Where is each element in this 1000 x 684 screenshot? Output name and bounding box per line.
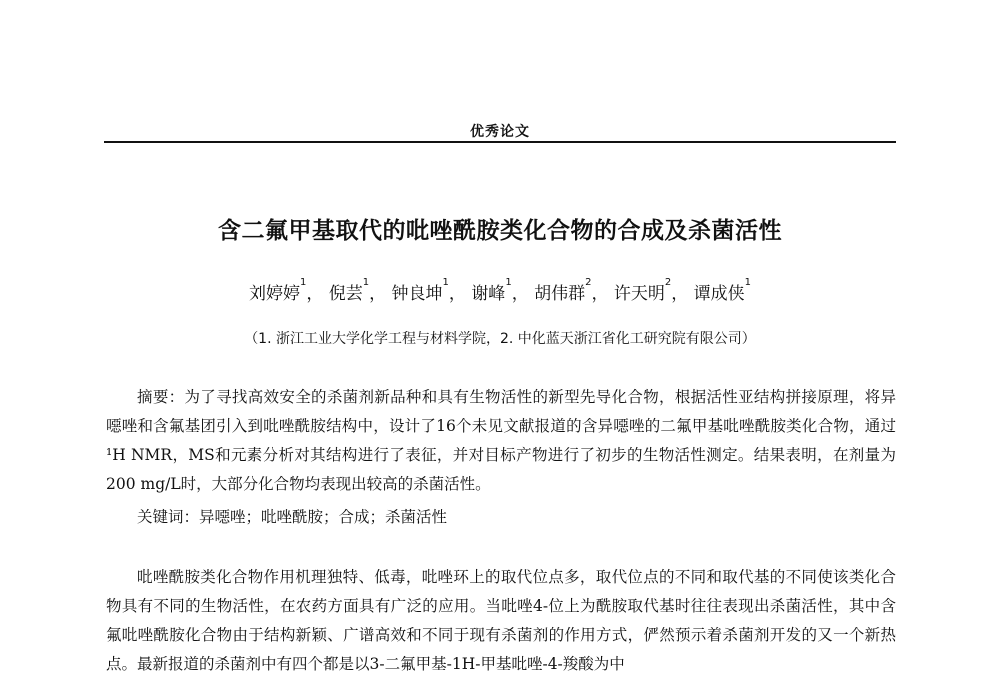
affiliations: （1. 浙江工业大学化学工程与材料学院，2. 中化蓝天浙江省化工研究院有限公司）	[244, 331, 756, 347]
author: 刘婷婷$^1$，	[248, 277, 324, 304]
author: 钟良坤$^1$，	[391, 277, 466, 304]
author: 许天明$^2$，	[613, 277, 689, 304]
paper-title: 含二氟甲基取代的吡唑酰胺类化合物的合成及杀菌活性	[218, 217, 782, 244]
author: 胡伟群$^2$，	[534, 277, 609, 304]
author: 谢峰$^1$，	[471, 277, 529, 304]
running-header: 优秀论文	[470, 124, 530, 140]
header-rule	[104, 141, 896, 143]
author-list	[0, 279, 1000, 304]
abstract: 摘要：为了寻找高效安全的杀菌剂新品种和具有生物活性的新型先导化合物，根据活性亚结构拼接原理，将异噁唑和含氟基团引入到吡唑酰胺结构中，设计了16个未见文献报道的含异噁唑的二氟甲基吡唑酰胺类化合物，通过¹H NMR，MS和元素分析对其结构进行了表征，并对目标产物进行了初步的生物活性测定。结果表明，在剂量为200 mg/L时，大部分化合物均表现出较高的杀菌活性。	[106, 388, 896, 493]
author: 谭成侠$^1$	[693, 277, 752, 304]
author: 倪芸$^1$，	[328, 277, 387, 304]
body-paragraph: 吡唑酰胺类化合物作用机理独特、低毒，吡唑环上的取代位点多，取代位点的不同和取代基的不同使该类化合物具有不同的生物活性，在农药方面具有广泛的应用。当吡唑4-位上为酰胺取代基时往往表现出杀菌活性，其中含氟吡唑酰胺化合物由于结构新颖、广谱高效和不同于现有杀菌剂的作用方式，俨然预示着杀菌剂开发的又一个新热点。最新报道的杀菌剂中有四个都是以3-二氟甲基-1H-甲基吡唑-4-羧酸为中	[106, 568, 896, 673]
keywords: 关键词：异噁唑；吡唑酰胺；合成；杀菌活性	[137, 508, 448, 526]
